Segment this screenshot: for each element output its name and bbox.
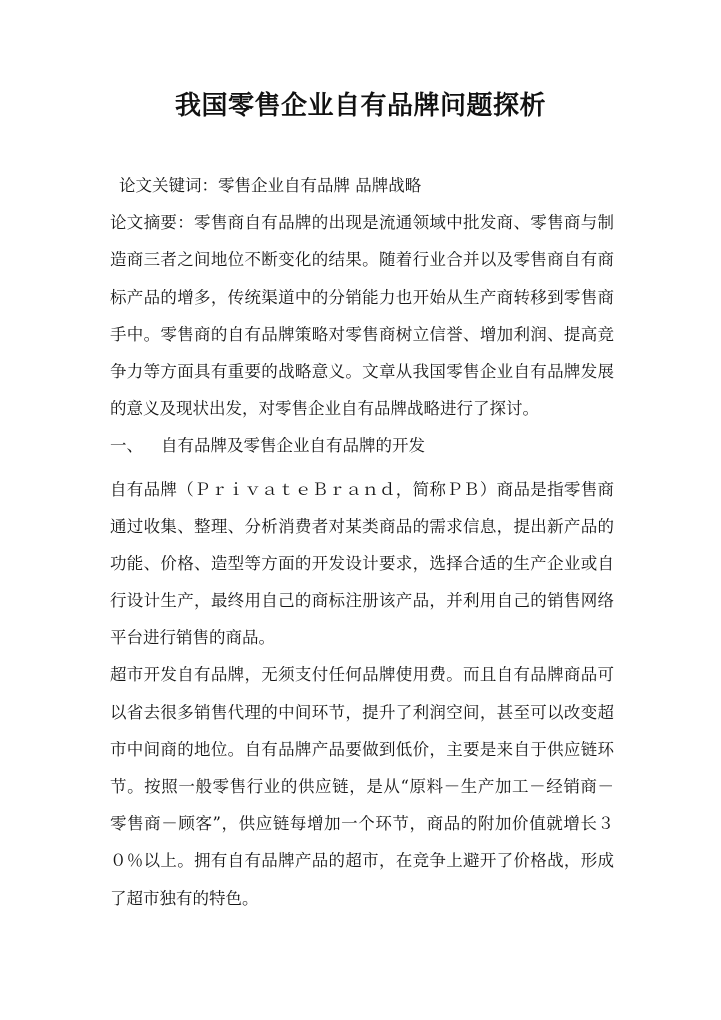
paragraph-line: 超市开发自有品牌，无须支付任何品牌使用费。而且自有品牌商品可 xyxy=(110,665,614,685)
abstract-line: 论文摘要：零售商自有品牌的出现是流通领域中批发商、零售商与制 xyxy=(110,213,614,233)
paragraph-line: 自有品牌（ＰｒｉｖａｔｅＢｒａｎｄ，简称ＰＢ）商品是指零售商 xyxy=(110,479,614,499)
keywords-line: 论文关键词：零售企业自有品牌 品牌战略 xyxy=(119,176,422,195)
section-number: 一、 xyxy=(110,436,143,456)
section-heading-text: 自有品牌及零售企业自有品牌的开发 xyxy=(161,436,425,456)
paragraph-line: ０％以上。拥有自有品牌产品的超市，在竞争上避开了价格战，形成 xyxy=(110,851,614,871)
document-title: 我国零售企业自有品牌问题探析 xyxy=(174,91,546,121)
document-body xyxy=(110,167,614,917)
section-heading xyxy=(110,427,614,464)
paragraph-line: 通过收集、整理、分析消费者对某类商品的需求信息，提出新产品的 xyxy=(110,516,614,536)
abstract-line: 争力等方面具有重要的战略意义。文章从我国零售企业自有品牌发展 xyxy=(110,361,614,381)
paragraph-supermarket-benefits xyxy=(110,656,614,916)
paragraph-line: 平台进行销售的商品。 xyxy=(110,628,275,648)
paragraph-line: 市中间商的地位。自有品牌产品要做到低价，主要是来自于供应链环 xyxy=(110,739,614,759)
paragraph-private-brand-definition xyxy=(110,471,614,657)
paragraph-line: 零售商－顾客”，供应链每增加一个环节，商品的附加价值就增长３ xyxy=(110,814,614,834)
abstract-line: 标产品的增多，传统渠道中的分销能力也开始从生产商转移到零售商 xyxy=(110,287,614,307)
paragraph-line: 节。按照一般零售行业的供应链，是从“原料－生产加工－经销商－ xyxy=(110,777,614,796)
abstract xyxy=(110,204,614,427)
abstract-line: 造商三者之间地位不断变化的结果。随着行业合并以及零售商自有商 xyxy=(110,250,614,270)
paragraph-line: 行设计生产，最终用自己的商标注册该产品，并利用自己的销售网络 xyxy=(110,591,614,611)
abstract-line: 的意义及现状出发，对零售企业自有品牌战略进行了探讨。 xyxy=(110,399,539,419)
paragraph-line: 了超市独有的特色。 xyxy=(110,888,259,908)
paragraph-line: 以省去很多销售代理的中间环节，提升了利润空间，甚至可以改变超 xyxy=(110,702,614,722)
abstract-line: 手中。零售商的自有品牌策略对零售商树立信誉、增加利润、提高竞 xyxy=(110,324,614,344)
paragraph-line: 功能、价格、造型等方面的开发设计要求，选择合适的生产企业或自 xyxy=(110,553,614,573)
